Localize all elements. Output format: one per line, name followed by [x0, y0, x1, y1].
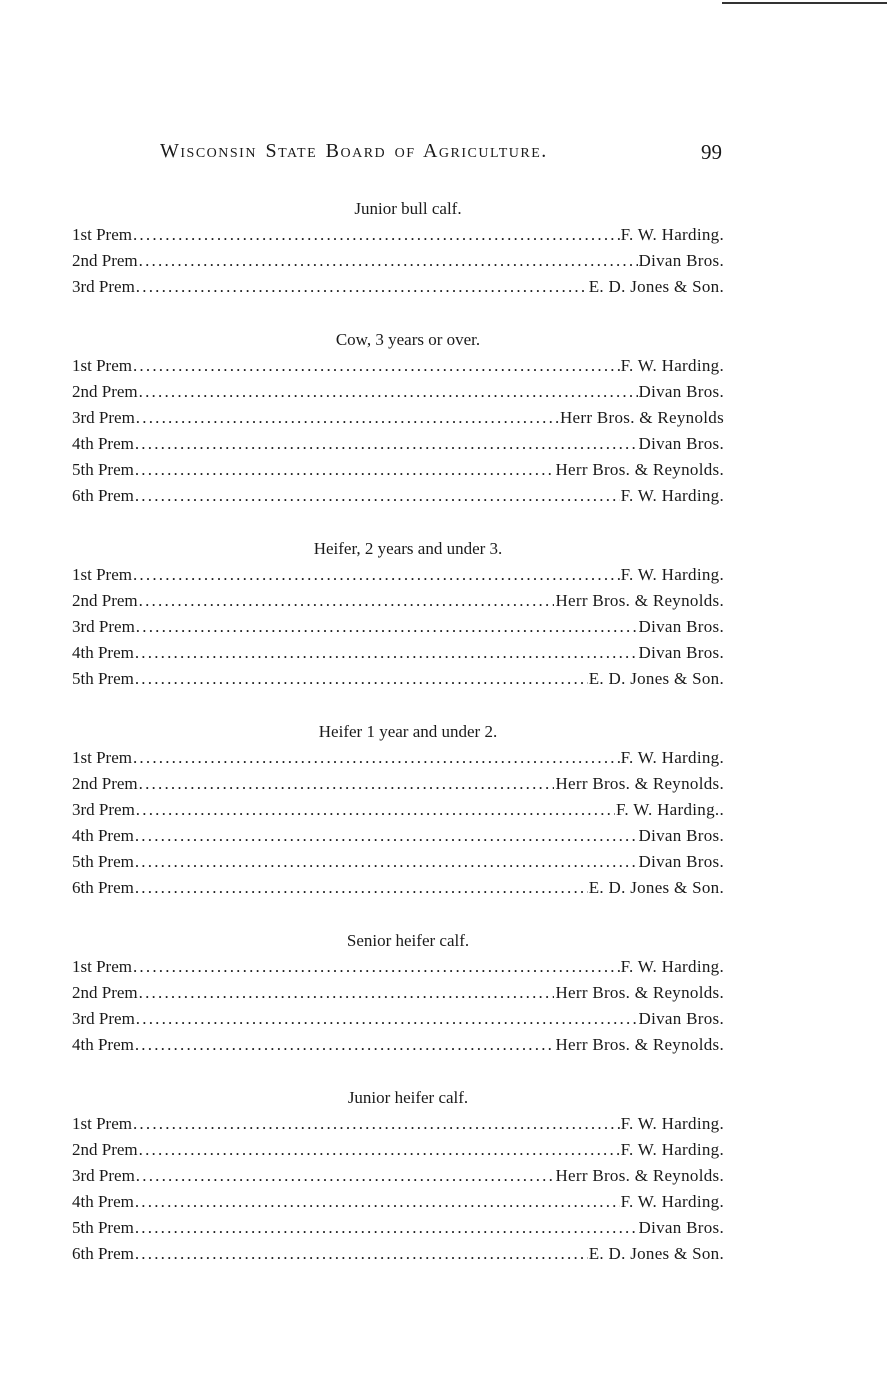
premium-entry [72, 745, 724, 771]
premium-winner: Divan Bros. [638, 1009, 724, 1028]
premium-winner: F. W. Harding.. [616, 800, 724, 819]
dot-leader [139, 248, 638, 274]
dot-leader [136, 1163, 555, 1189]
dot-leader [139, 980, 555, 1006]
dot-leader [135, 875, 588, 901]
dot-leader [136, 405, 559, 431]
premium-winner: Herr Bros. & Reynolds [559, 408, 724, 427]
dot-leader [136, 614, 638, 640]
premium-winner: F. W. Harding. [620, 748, 724, 767]
premium-place: 5th Prem [72, 1218, 134, 1237]
premium-winner: F. W. Harding. [620, 356, 724, 375]
premium-winner: F. W. Harding. [620, 957, 724, 976]
dot-leader [135, 666, 588, 692]
premium-entry [72, 849, 724, 875]
premium-place: 2nd Prem [72, 774, 138, 793]
premium-winner: Divan Bros. [638, 617, 724, 636]
premium-entry [72, 431, 724, 457]
premium-entry [72, 823, 724, 849]
premium-winner: Herr Bros. & Reynolds. [555, 983, 724, 1002]
premium-place: 2nd Prem [72, 983, 138, 1002]
premium-place: 1st Prem [72, 1114, 132, 1133]
premium-entry [72, 614, 724, 640]
premium-place: 3rd Prem [72, 617, 135, 636]
premium-place: 6th Prem [72, 486, 134, 505]
premium-entry [72, 954, 724, 980]
premium-entry [72, 980, 724, 1006]
premium-entry [72, 588, 724, 614]
dot-leader [133, 353, 620, 379]
premium-winner: Herr Bros. & Reynolds. [555, 591, 724, 610]
premium-place: 2nd Prem [72, 382, 138, 401]
premium-winner: Divan Bros. [638, 251, 724, 270]
premium-entry [72, 1111, 724, 1137]
premium-winner: Divan Bros. [638, 434, 724, 453]
premium-place: 4th Prem [72, 643, 134, 662]
premium-winner: F. W. Harding. [620, 565, 724, 584]
page-header [160, 140, 722, 170]
premium-entry [72, 353, 724, 379]
running-head: Wisconsin State Board of Agriculture. [160, 140, 548, 162]
premium-place: 6th Prem [72, 1244, 134, 1263]
award-section [72, 196, 724, 300]
top-edge-rule [722, 2, 887, 4]
premium-place: 3rd Prem [72, 1166, 135, 1185]
premium-place: 5th Prem [72, 852, 134, 871]
premium-entry [72, 1163, 724, 1189]
premium-entry [72, 1032, 724, 1058]
dot-leader [135, 457, 555, 483]
premium-winner: F. W. Harding. [620, 1140, 724, 1159]
dot-leader [136, 274, 588, 300]
dot-leader [135, 823, 638, 849]
premium-winner: Divan Bros. [638, 382, 724, 401]
premium-list [72, 196, 724, 1267]
section-title: Junior bull calf. [354, 199, 462, 218]
premium-winner: F. W. Harding. [620, 1114, 724, 1133]
dot-leader [139, 379, 638, 405]
premium-entry [72, 1241, 724, 1267]
premium-place: 1st Prem [72, 957, 132, 976]
section-title: Heifer, 2 years and under 3. [313, 539, 503, 558]
premium-entry [72, 562, 724, 588]
premium-winner: E. D. Jones & Son. [588, 669, 724, 688]
premium-winner: Divan Bros. [638, 852, 724, 871]
dot-leader [133, 1111, 620, 1137]
premium-place: 3rd Prem [72, 408, 135, 427]
dot-leader [135, 1241, 588, 1267]
premium-winner: F. W. Harding. [620, 1192, 724, 1211]
premium-winner: Herr Bros. & Reynolds. [555, 774, 724, 793]
premium-winner: F. W. Harding. [620, 225, 724, 244]
premium-winner: Divan Bros. [638, 826, 724, 845]
premium-place: 1st Prem [72, 225, 132, 244]
dot-leader [135, 849, 638, 875]
dot-leader [136, 797, 615, 823]
premium-place: 3rd Prem [72, 1009, 135, 1028]
premium-entry [72, 483, 724, 509]
section-title: Junior heifer calf. [347, 1088, 469, 1107]
dot-leader [139, 1137, 620, 1163]
premium-place: 4th Prem [72, 434, 134, 453]
dot-leader [135, 640, 638, 666]
premium-entry [72, 1006, 724, 1032]
award-section [72, 536, 724, 692]
premium-entry [72, 274, 724, 300]
premium-entry [72, 405, 724, 431]
premium-winner: F. W. Harding. [620, 486, 724, 505]
premium-entry [72, 797, 724, 823]
dot-leader [139, 588, 555, 614]
premium-entry [72, 640, 724, 666]
premium-entry [72, 457, 724, 483]
premium-place: 1st Prem [72, 565, 132, 584]
dot-leader [133, 954, 620, 980]
dot-leader [135, 1032, 555, 1058]
premium-entry [72, 1215, 724, 1241]
premium-place: 3rd Prem [72, 277, 135, 296]
premium-entry [72, 222, 724, 248]
premium-entry [72, 875, 724, 901]
premium-place: 3rd Prem [72, 800, 135, 819]
section-title: Heifer 1 year and under 2. [318, 722, 498, 741]
premium-place: 2nd Prem [72, 251, 138, 270]
premium-entry [72, 771, 724, 797]
premium-winner: Herr Bros. & Reynolds. [555, 1166, 724, 1185]
premium-place: 1st Prem [72, 356, 132, 375]
premium-place: 5th Prem [72, 460, 134, 479]
premium-winner: E. D. Jones & Son. [588, 1244, 724, 1263]
dot-leader [139, 771, 555, 797]
dot-leader [133, 745, 620, 771]
premium-winner: Divan Bros. [638, 643, 724, 662]
dot-leader [135, 1215, 638, 1241]
dot-leader [135, 1189, 620, 1215]
premium-entry [72, 1189, 724, 1215]
premium-place: 4th Prem [72, 1192, 134, 1211]
dot-leader [135, 483, 620, 509]
premium-winner: E. D. Jones & Son. [588, 878, 724, 897]
section-title: Senior heifer calf. [346, 931, 470, 950]
dot-leader [133, 222, 620, 248]
award-section [72, 719, 724, 901]
premium-entry [72, 1137, 724, 1163]
page-number: 99 [701, 140, 722, 164]
dot-leader [136, 1006, 638, 1032]
award-section [72, 1085, 724, 1267]
premium-place: 2nd Prem [72, 591, 138, 610]
premium-place: 4th Prem [72, 1035, 134, 1054]
premium-entry [72, 248, 724, 274]
premium-winner: E. D. Jones & Son. [588, 277, 724, 296]
premium-winner: Herr Bros. & Reynolds. [555, 1035, 724, 1054]
premium-place: 4th Prem [72, 826, 134, 845]
dot-leader [135, 431, 638, 457]
premium-place: 2nd Prem [72, 1140, 138, 1159]
premium-winner: Herr Bros. & Reynolds. [555, 460, 724, 479]
premium-entry [72, 666, 724, 692]
dot-leader [133, 562, 620, 588]
section-title: Cow, 3 years or over. [335, 330, 481, 349]
premium-place: 5th Prem [72, 669, 134, 688]
premium-place: 6th Prem [72, 878, 134, 897]
premium-place: 1st Prem [72, 748, 132, 767]
premium-entry [72, 379, 724, 405]
award-section [72, 327, 724, 509]
award-section [72, 928, 724, 1058]
premium-winner: Divan Bros. [638, 1218, 724, 1237]
